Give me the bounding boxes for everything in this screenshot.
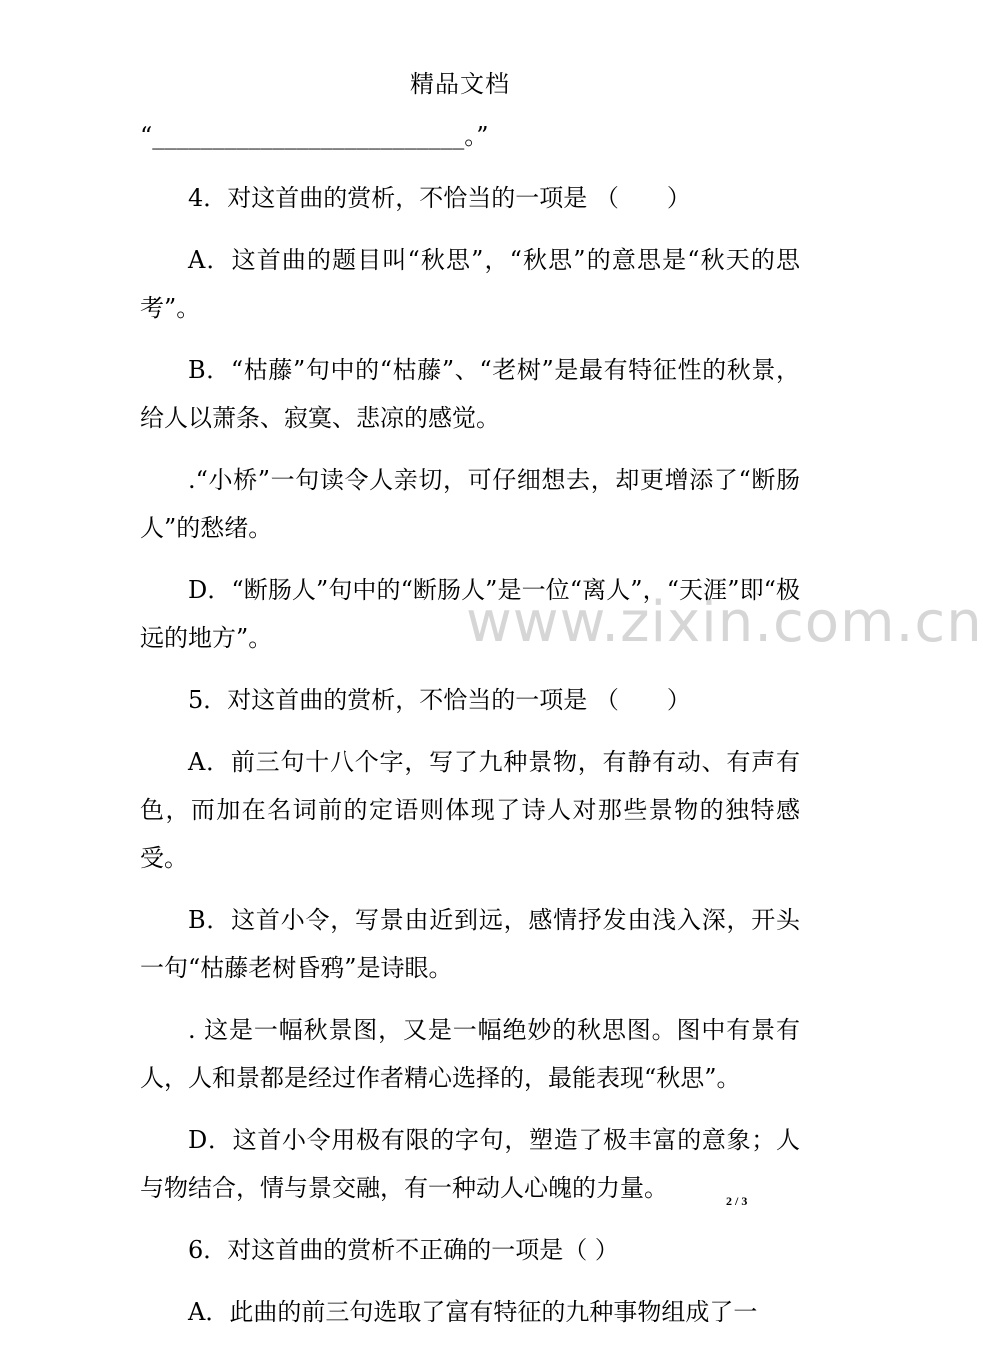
question-6-option-a: A．此曲的前三句选取了富有特征的九种事物组成了一: [188, 1298, 758, 1326]
question-5-option-a: A．前三句十八个字，写了九种景物，有静有动、有声有色，而加在名词前的定语则体现了诗人对那些景物的独特感受。: [140, 748, 800, 872]
question-5-option-c: . 这是一幅秋景图，又是一幅绝妙的秋思图。图中有景有人，人和景都是经过作者精心选择的，最能表现“秋思”。: [140, 1016, 800, 1092]
question-5-stem: 5．对这首曲的赏析，不恰当的一项是 （ ）: [188, 686, 691, 714]
watermark: www.zixin.com.cn: [466, 590, 983, 655]
question-4-option-a: A．这首曲的题目叫“秋思”，“秋思”的意思是“秋天的思考”。: [140, 246, 800, 322]
document-body: [140, 112, 800, 1350]
question-5-option-d: D．这首小令用极有限的字句，塑造了极丰富的意象；人与物结合，情与景交融，有一种动人心魄的力量。: [140, 1126, 800, 1202]
page-number: 2 / 3: [726, 1194, 748, 1208]
question-4-option-d: D．“断肠人”句中的“断肠人”是一位“离人”，“天涯”即“极远的地方”。: [140, 576, 800, 652]
answer-blank-line: “__________________________。”: [140, 122, 489, 150]
question-4-option-c: .“小桥”一句读令人亲切，可仔细想去，却更增添了“断肠人”的愁绪。: [140, 466, 800, 542]
page-header: 精品文档: [410, 70, 510, 98]
question-4-option-b: B．“枯藤”句中的“枯藤”、“老树”是最有特征性的秋景，给人以萧条、寂寞、悲凉的感觉。: [140, 356, 800, 432]
question-6-stem: 6．对这首曲的赏析不正确的一项是（ ）: [188, 1236, 619, 1264]
question-4-stem: 4．对这首曲的赏析，不恰当的一项是 （ ）: [188, 184, 691, 212]
question-5-option-b: B．这首小令，写景由近到远，感情抒发由浅入深，开头一句“枯藤老树昏鸦”是诗眼。: [140, 906, 800, 982]
